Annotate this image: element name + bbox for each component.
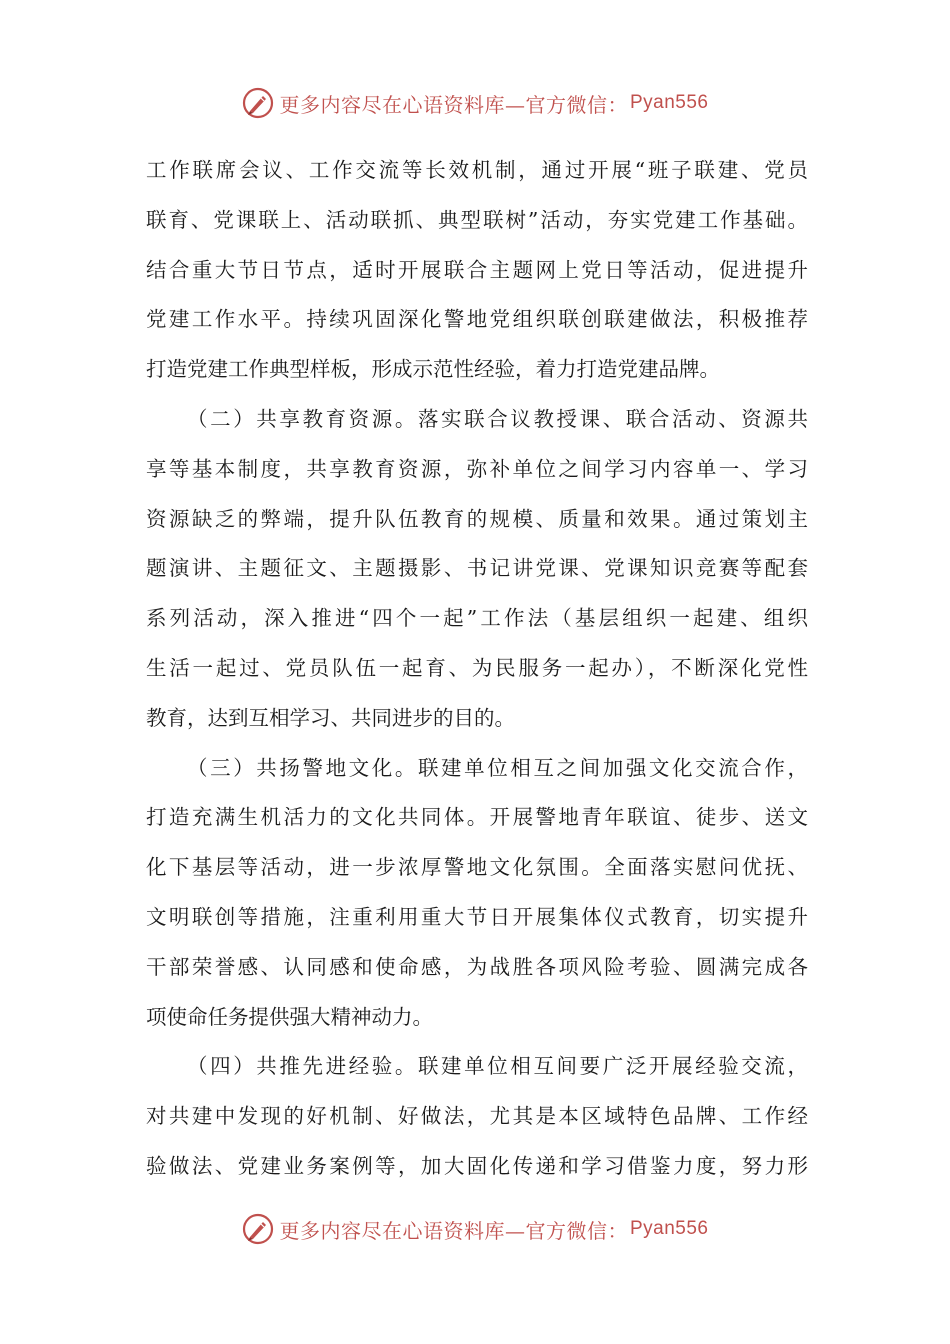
- pen-logo-icon: [241, 86, 275, 120]
- footer-text: 更多内容尽在心语资料库—官方微信：: [279, 1218, 628, 1243]
- body-line: 党建工作水平。持续巩固深化警地党组织联创联建做法，积极推荐: [146, 307, 808, 332]
- body-line: 结合重大节日节点，适时开展联合主题网上党日等活动，促进提升: [146, 257, 808, 282]
- header-text: 更多内容尽在心语资料库—官方微信：: [279, 92, 628, 117]
- body-line: 教育，达到互相学习、共同进步的目的。: [146, 705, 515, 730]
- header-banner: [0, 86, 950, 120]
- body-line: 工作联席会议、工作交流等长效机制，通过开展“班子联建、党员: [146, 158, 808, 182]
- body-line: 项使命任务提供强大精神动力。: [146, 1004, 433, 1029]
- body-line: 干部荣誉感、认同感和使命感，为战胜各项风险考验、圆满完成各: [146, 954, 808, 979]
- document-body: [146, 146, 808, 1192]
- footer-wechat-id: Pyan556: [629, 1218, 709, 1239]
- body-line: 题演讲、主题征文、主题摄影、书记讲党课、党课知识竞赛等配套: [146, 556, 808, 581]
- body-line: 资源缺乏的弊端，提升队伍教育的规模、质量和效果。通过策划主: [146, 506, 808, 531]
- body-line: （二）共享教育资源。落实联合议教授课、联合活动、资源共: [187, 406, 808, 431]
- header-wechat-id: Pyan556: [629, 92, 709, 113]
- body-line: 化下基层等活动，进一步浓厚警地文化氛围。全面落实慰问优抚、: [146, 855, 808, 880]
- body-line: 对共建中发现的好机制、好做法，尤其是本区域特色品牌、工作经: [146, 1104, 808, 1129]
- body-line: 享等基本制度，共享教育资源，弥补单位之间学习内容单一、学习: [146, 456, 808, 481]
- body-line: （三）共扬警地文化。联建单位相互之间加强文化交流合作，: [187, 755, 808, 780]
- footer-banner: [0, 1212, 950, 1246]
- body-line: 生活一起过、党员队伍一起育、为民服务一起办），不断深化党性: [146, 655, 808, 680]
- body-line: 文明联创等措施，注重利用重大节日开展集体仪式教育，切实提升: [146, 904, 808, 929]
- pen-logo-icon: [241, 1212, 275, 1246]
- body-line: 联育、党课联上、活动联抓、典型联树”活动，夯实党建工作基础。: [146, 207, 808, 232]
- body-line: （四）共推先进经验。联建单位相互间要广泛开展经验交流，: [187, 1054, 808, 1079]
- body-line: 打造充满生机活力的文化共同体。开展警地青年联谊、徒步、送文: [146, 805, 808, 830]
- body-line: 打造党建工作典型样板，形成示范性经验，着力打造党建品牌。: [146, 357, 720, 382]
- body-line: 验做法、党建业务案例等，加大固化传递和学习借鉴力度，努力形: [146, 1153, 808, 1178]
- body-line: 系列活动，深入推进“四个一起”工作法（基层组织一起建、组织: [146, 606, 808, 631]
